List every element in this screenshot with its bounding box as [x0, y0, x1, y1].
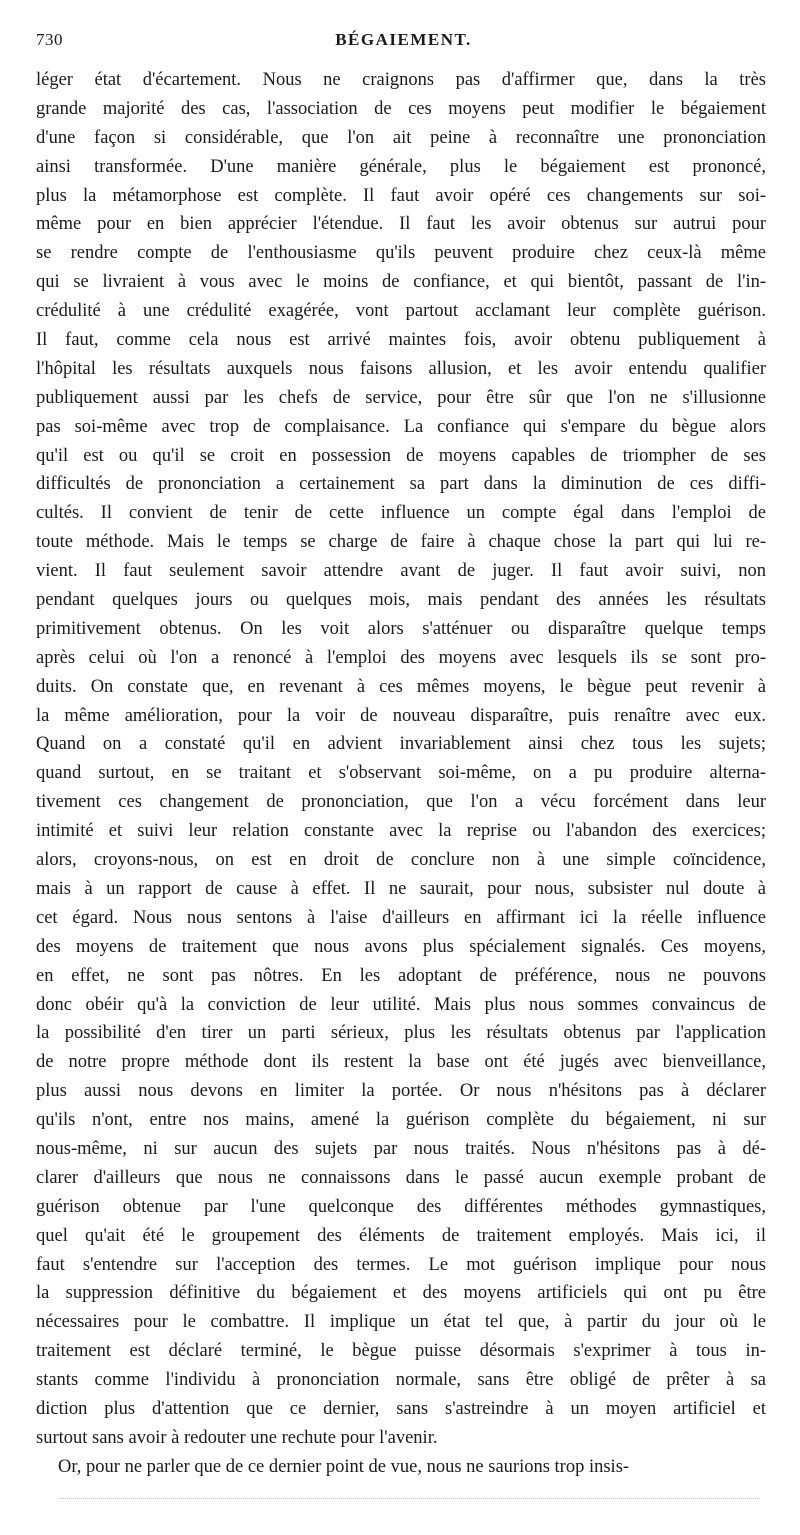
text-line: difficultés de prononciation a certainement sa part dans la diminution de ces diffi- [36, 474, 766, 495]
text-line: clarer d'ailleurs que nous ne connaissons dans le passé aucun exemple probant de [36, 1167, 766, 1188]
text-line: mais à un rapport de cause à effet. Il ne saurait, pour nous, subsister nul doute à [36, 878, 766, 899]
text-line: surtout sans avoir à redouter une rechute pour l'avenir. [36, 1427, 438, 1448]
text-line: quand surtout, en se traitant et s'observant soi-même, on a pu produire alterna- [36, 763, 766, 784]
text-line: la même amélioration, pour la voir de nouveau disparaître, puis renaître avec eux. [36, 705, 766, 726]
text-line: l'hôpital les résultats auxquels nous faisons allusion, et les avoir entendu qualifier [36, 358, 766, 379]
text-line: publiquement aussi par les chefs de service, pour être sûr que l'on ne s'illusionne [36, 387, 766, 408]
text-line: la possibilité d'en tirer un parti sérieux, plus les résultats obtenus par l'application [36, 1023, 766, 1044]
page-number: 730 [36, 30, 63, 49]
text-line: même pour en bien apprécier l'étendue. Il faut les avoir obtenus sur autrui pour [36, 214, 766, 235]
text-line: se rendre compte de l'enthousiasme qu'ils peuvent produire chez ceux-là même [36, 243, 766, 264]
text-line: nécessaires pour le combattre. Il implique un état tel que, à partir du jour où le [36, 1312, 766, 1333]
text-line: la suppression définitive du bégaiement et des moyens artificiels qui ont pu être [36, 1283, 766, 1304]
text-line: crédulité à une crédulité exagérée, vont partout acclamant leur complète guérison. [36, 301, 766, 322]
text-line: traitement est déclaré terminé, le bègue puisse désormais s'exprimer à tous in- [36, 1341, 766, 1362]
text-line: des moyens de traitement que nous avons plus spécialement signalés. Ces moyens, [36, 936, 766, 957]
text-line: nous-même, ni sur aucun des sujets par nous traités. Nous n'hésitons pas à dé- [36, 1138, 766, 1159]
text-line: Quand on a constaté qu'il en advient invariablement ainsi chez tous les sujets; [36, 734, 766, 755]
text-line: faut s'entendre sur l'acception des termes. Le mot guérison implique pour nous [36, 1254, 766, 1275]
text-line: pendant quelques jours ou quelques mois, mais pendant des années les résultats [36, 590, 766, 611]
text-line: grande majorité des cas, l'association de ces moyens peut modifier le bégaiement [36, 98, 766, 119]
text-line: quel qu'ait été le groupement des éléments de traitement employés. Mais ici, il [36, 1225, 766, 1246]
text-line: d'une façon si considérable, que l'on ait peine à reconnaître une prononciation [36, 127, 766, 148]
text-line: cet égard. Nous nous sentons à l'aise d'ailleurs en affirmant ici la réelle influence [36, 907, 766, 928]
text-line: ainsi transformée. D'une manière générale, plus le bégaiement est prononcé, [36, 156, 766, 177]
text-line: Il faut, comme cela nous est arrivé maintes fois, avoir obtenu publiquement à [36, 330, 766, 351]
footer-rule [60, 1498, 760, 1499]
text-line: plus la métamorphose est complète. Il faut avoir opéré ces changements sur soi- [36, 185, 766, 206]
text-line: diction plus d'attention que ce dernier, sans s'astreindre à un moyen artificiel et [36, 1398, 766, 1419]
text-line: léger état d'écartement. Nous ne craignons pas d'affirmer que, dans la très [36, 70, 766, 90]
text-line: après celui où l'on a renoncé à l'emploi des moyens avec lesquels ils se sont pro- [36, 647, 766, 668]
text-line: vient. Il faut seulement savoir attendre avant de juger. Il faut avoir suivi, non [36, 561, 766, 582]
text-line: qu'il est ou qu'il se croit en possession de moyens capables de triompher de ses [36, 445, 766, 466]
text-line: intimité et suivi leur relation constante avec la reprise ou l'abandon des exercices; [36, 821, 766, 842]
text-line: alors, croyons-nous, on est en droit de conclure non à une simple coïncidence, [36, 850, 766, 871]
text-line: en effet, ne sont pas nôtres. En les adoptant de préférence, nous ne pouvons [36, 965, 766, 986]
text-line: qui se livraient à vous avec le moins de confiance, et qui bientôt, passant de l'in- [36, 272, 766, 293]
text-line: tivement ces changement de prononciation, que l'on a vécu forcément dans leur [36, 792, 766, 813]
text-line: toute méthode. Mais le temps se charge de faire à chaque chose la part qui lui re- [36, 532, 766, 553]
text-line: duits. On constate que, en revenant à ces mêmes moyens, le bègue peut revenir à [36, 676, 766, 697]
text-line: donc obéir qu'à la conviction de leur utilité. Mais plus nous sommes convaincus de [36, 994, 766, 1015]
body-text [36, 66, 766, 1482]
text-line: qu'ils n'ont, entre nos mains, amené la guérison complète du bégaiement, ni sur [36, 1110, 766, 1131]
text-line: Or, pour ne parler que de ce dernier point de vue, nous ne saurions trop insis- [58, 1456, 630, 1477]
text-line: pas soi-même avec trop de complaisance. La confiance qui s'empare du bègue alors [36, 416, 766, 437]
text-line: primitivement obtenus. On les voit alors s'atténuer ou disparaître quelque temps [36, 618, 766, 639]
text-line: plus aussi nous devons en limiter la portée. Or nous n'hésitons pas à déclarer [36, 1081, 766, 1102]
text-line: stants comme l'individu à prononciation normale, sans être obligé de prêter à sa [36, 1370, 766, 1391]
page-header [36, 30, 771, 56]
running-head: BÉGAIEMENT. [335, 30, 472, 49]
text-line: de notre propre méthode dont ils restent la base ont été jugés avec bienveillance, [36, 1052, 766, 1073]
text-line: guérison obtenue par l'une quelconque des différentes méthodes gymnastiques, [36, 1196, 766, 1217]
text-line: cultés. Il convient de tenir de cette influence un compte égal dans l'emploi de [36, 503, 766, 524]
